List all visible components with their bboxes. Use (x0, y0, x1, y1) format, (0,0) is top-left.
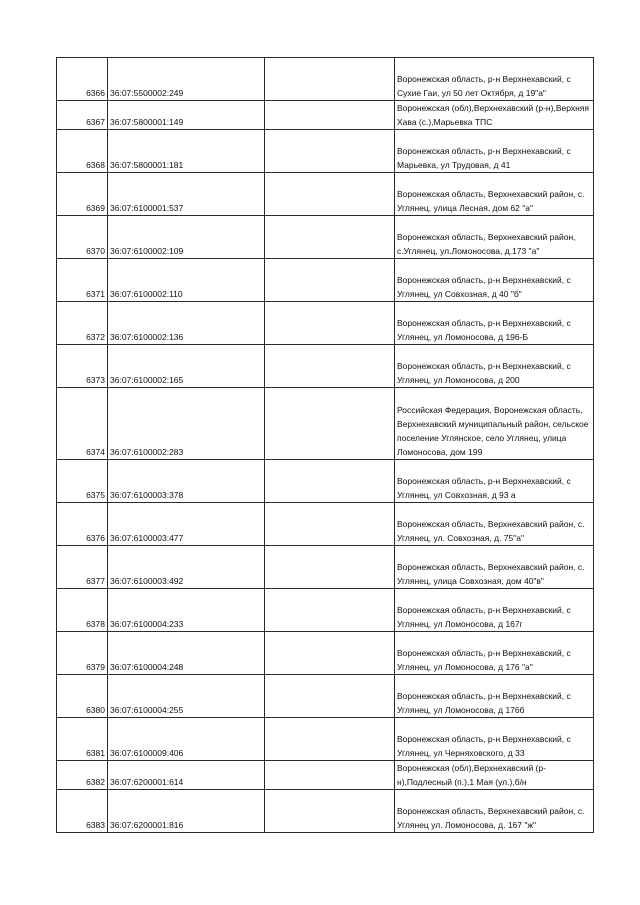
cadastral-number: 36:07:6100003:492 (110, 576, 184, 586)
cadastral-number-cell (108, 675, 265, 718)
row-number-cell (57, 173, 108, 216)
address-text: Воронежская область, р-н Верхнехавский, с Углянец, ул Черняховского, д 33 (397, 734, 571, 758)
table-row (57, 216, 594, 259)
table-row (57, 589, 594, 632)
row-number-cell (57, 589, 108, 632)
cadastral-number-cell (108, 259, 265, 302)
row-number: 6373 (86, 375, 105, 385)
address-cell (395, 302, 594, 345)
row-number: 6375 (86, 490, 105, 500)
cadastral-number: 36:07:5800001:149 (110, 117, 184, 127)
address-cell (395, 718, 594, 761)
cadastral-number: 36:07:6100002:110 (110, 289, 183, 299)
row-number: 6376 (86, 533, 105, 543)
address-cell (395, 101, 594, 130)
address-cell (395, 58, 594, 101)
row-number: 6374 (86, 447, 105, 457)
cadastral-number-cell (108, 503, 265, 546)
row-number-cell (57, 632, 108, 675)
address-text: Воронежская (обл),Верхнехавский (р-н),Подлесный (п.),1 Мая (ул.),б/н (397, 763, 546, 787)
address-text: Воронежская область, Верхнехавский район, с. Углянец, ул. Совхозная, д. 75"а" (397, 519, 585, 543)
row-number-cell (57, 345, 108, 388)
address-cell (395, 173, 594, 216)
row-number: 6379 (86, 662, 105, 672)
table-row (57, 718, 594, 761)
empty-cell (265, 589, 395, 632)
cadastral-number: 36:07:6100004:233 (110, 619, 184, 629)
row-number: 6378 (86, 619, 105, 629)
cadastral-number: 36:07:6100004:255 (110, 705, 184, 715)
empty-cell (265, 546, 395, 589)
address-text: Воронежская область, р-н Верхнехавский, с Углянец, ул Ломоносова, д 176б (397, 691, 571, 715)
cadastral-number: 36:07:6100002:283 (110, 447, 184, 457)
empty-cell (265, 790, 395, 833)
table-row (57, 173, 594, 216)
empty-cell (265, 302, 395, 345)
row-number-cell (57, 718, 108, 761)
table-row (57, 345, 594, 388)
row-number: 6366 (86, 88, 105, 98)
cadastral-number: 36:07:6200001:614 (110, 777, 184, 787)
address-cell (395, 589, 594, 632)
cadastral-number: 36:07:6100003:477 (110, 533, 184, 543)
address-text: Воронежская область, р-н Верхнехавский, с Углянец, ул Ломоносова, д 176 "а" (397, 648, 571, 672)
address-text: Воронежская область, р-н Верхнехавский, с Марьевка, ул Трудовая, д 41 (397, 146, 571, 170)
cadastral-number-cell (108, 460, 265, 503)
row-number-cell (57, 460, 108, 503)
row-number-cell (57, 101, 108, 130)
empty-cell (265, 130, 395, 173)
cadastral-number-cell (108, 130, 265, 173)
row-number-cell (57, 388, 108, 460)
row-number: 6383 (86, 820, 105, 830)
table-row (57, 761, 594, 790)
table-row (57, 503, 594, 546)
table-row (57, 388, 594, 460)
row-number: 6380 (86, 705, 105, 715)
address-cell (395, 503, 594, 546)
row-number: 6381 (86, 748, 105, 758)
cadastral-number-cell (108, 546, 265, 589)
address-cell (395, 675, 594, 718)
address-text: Российская Федерация, Воронежская область, Верхнехавский муниципальный район, сельское поселение Углянское, село Углянец, улица Ломоносова, дом 199 (397, 405, 589, 457)
table-row (57, 259, 594, 302)
address-text: Воронежская область, р-н Верхнехавский, с Углянец, ул Ломоносова, д 167г (397, 605, 571, 629)
table-row (57, 302, 594, 345)
cadastral-number-cell (108, 345, 265, 388)
address-cell (395, 345, 594, 388)
row-number: 6367 (86, 117, 105, 127)
row-number-cell (57, 675, 108, 718)
empty-cell (265, 345, 395, 388)
cadastral-number-cell (108, 173, 265, 216)
cadastral-number-cell (108, 761, 265, 790)
empty-cell (265, 761, 395, 790)
address-cell (395, 632, 594, 675)
row-number: 6368 (86, 160, 105, 170)
cadastral-number: 36:07:6100004:248 (110, 662, 184, 672)
table-row (57, 460, 594, 503)
row-number-cell (57, 302, 108, 345)
table-row (57, 632, 594, 675)
cadastral-number: 36:07:6100001:537 (110, 203, 184, 213)
row-number: 6371 (86, 289, 105, 299)
cadastral-number-cell (108, 589, 265, 632)
cadastral-number: 36:07:6200001:816 (110, 820, 184, 830)
cadastral-number: 36:07:6100003:378 (110, 490, 184, 500)
empty-cell (265, 388, 395, 460)
cadastral-number-cell (108, 388, 265, 460)
cadastral-number: 36:07:5500002:249 (110, 88, 184, 98)
address-cell (395, 216, 594, 259)
cadastral-number: 36:07:6100009:406 (110, 748, 184, 758)
address-cell (395, 761, 594, 790)
empty-cell (265, 173, 395, 216)
cadastral-number-cell (108, 302, 265, 345)
empty-cell (265, 460, 395, 503)
cadastral-number: 36:07:5800001:181 (110, 160, 184, 170)
cadastral-number-cell (108, 101, 265, 130)
row-number-cell (57, 761, 108, 790)
row-number-cell (57, 546, 108, 589)
registry-table-body (57, 58, 594, 833)
row-number: 6377 (86, 576, 105, 586)
table-row (57, 58, 594, 101)
address-text: Воронежская область, Верхнехавский район, с.Углянец, ул.Ломоносова, д.173 "а" (397, 232, 576, 256)
cadastral-number: 36:07:6100002:136 (110, 332, 184, 342)
property-registry-table (56, 57, 594, 833)
cadastral-number-cell (108, 216, 265, 259)
cadastral-number-cell (108, 632, 265, 675)
address-cell (395, 259, 594, 302)
row-number-cell (57, 259, 108, 302)
cadastral-number: 36:07:6100002:165 (110, 375, 184, 385)
empty-cell (265, 259, 395, 302)
address-cell (395, 790, 594, 833)
table-row (57, 790, 594, 833)
table-row (57, 130, 594, 173)
table-row (57, 101, 594, 130)
table-row (57, 546, 594, 589)
row-number: 6370 (86, 246, 105, 256)
table-row (57, 675, 594, 718)
row-number-cell (57, 130, 108, 173)
empty-cell (265, 718, 395, 761)
address-text: Воронежская область, Верхнехавский район, с. Углянец ул. Ломоносова, д. 167 "ж" (397, 806, 585, 830)
address-text: Воронежская область, р-н Верхнехавский, с Углянец, ул Ломоносова, д 196-Б (397, 318, 571, 342)
address-cell (395, 546, 594, 589)
address-text: Воронежская область, р-н Верхнехавский, с Углянец, ул Совхозная, д 93 а (397, 476, 571, 500)
empty-cell (265, 632, 395, 675)
address-text: Воронежская область, Верхнехавский район, с. Углянец, улица Совхозная, дом 40"в" (397, 562, 585, 586)
row-number: 6372 (86, 332, 105, 342)
address-cell (395, 130, 594, 173)
row-number-cell (57, 503, 108, 546)
empty-cell (265, 503, 395, 546)
cadastral-number: 36:07:6100002:109 (110, 246, 184, 256)
row-number-cell (57, 790, 108, 833)
address-text: Воронежская область, р-н Верхнехавский, с Углянец, ул Совхозная, д 40 "б" (397, 275, 571, 299)
cadastral-number-cell (108, 790, 265, 833)
empty-cell (265, 675, 395, 718)
cadastral-number-cell (108, 718, 265, 761)
row-number: 6369 (86, 203, 105, 213)
empty-cell (265, 58, 395, 101)
address-text: Воронежская область, р-н Верхнехавский, с Углянец, ул Ломоносова, д 200 (397, 361, 571, 385)
address-text: Воронежская область, р-н Верхнехавский, с Сухие Гаи, ул 50 лет Октября, д 19"а" (397, 74, 571, 98)
cadastral-number-cell (108, 58, 265, 101)
row-number-cell (57, 216, 108, 259)
empty-cell (265, 216, 395, 259)
empty-cell (265, 101, 395, 130)
address-cell (395, 460, 594, 503)
row-number: 6382 (86, 777, 105, 787)
address-cell (395, 388, 594, 460)
row-number-cell (57, 58, 108, 101)
address-text: Воронежская область, Верхнехавский район, с. Углянец, улица Лесная, дом 62 "а" (397, 189, 585, 213)
address-text: Воронежская (обл),Верхнехавский (р-н),Верхняя Хава (с.),Марьевка ТПС (397, 103, 590, 127)
